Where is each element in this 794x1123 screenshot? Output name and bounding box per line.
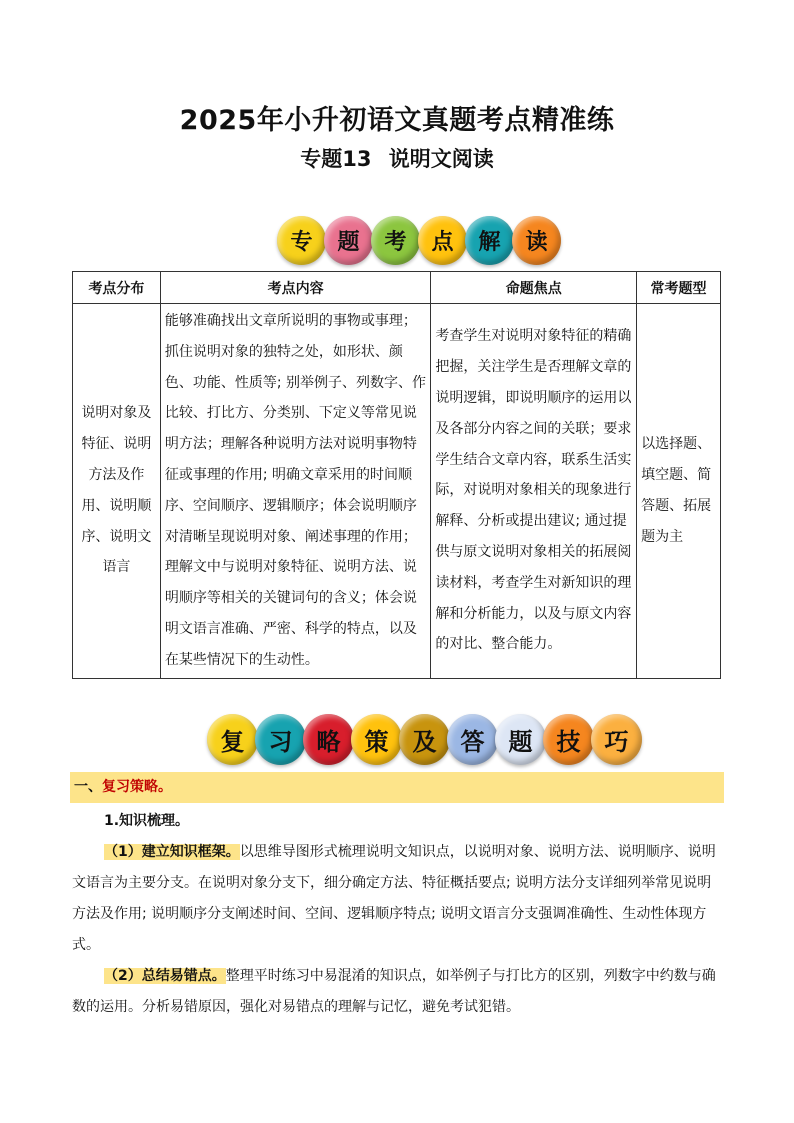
item1-label: （1）建立知识框架。	[104, 844, 240, 860]
knowledge-heading: 1.知识梳理。	[104, 813, 190, 829]
subsection-heading	[104, 806, 754, 837]
column-header-focus: 命题焦点	[431, 272, 637, 304]
banner-ball: 技	[543, 714, 594, 765]
banner-ball: 点	[418, 216, 467, 265]
banner-ball: 考	[371, 216, 420, 265]
document-subtitle: 专题13 说明文阅读	[300, 147, 494, 171]
banner-ball: 复	[207, 714, 258, 765]
section-label: 复习策略。	[102, 779, 172, 795]
banner-ball: 策	[351, 714, 402, 765]
paragraph-mistakes	[72, 961, 722, 1023]
column-header-distribution: 考点分布	[73, 272, 161, 304]
banner-review-strategy	[207, 714, 639, 765]
item2-text: 整理平时练习中易混淆的知识点，如举例子与打比方的区别，列数字中约数与确数的运用。分析易错原因，强化对易错点的理解与记忆，避免考试犯错。	[72, 968, 716, 1015]
banner-ball: 巧	[591, 714, 642, 765]
cell-focus: 考查学生对说明对象特征的精确把握，关注学生是否理解文章的说明逻辑，即说明顺序的运用以及各部分内容之间的关联；要求学生结合文章内容，联系生活实际，对说明对象相关的现象进行解释、分析或提出建议; 通过提供与原文说明对象相关的拓展阅读材料，考查学生对新知识的理解和分析能力，以及与原文内容的对比、整合能力。	[431, 304, 637, 679]
section-heading	[70, 772, 724, 803]
column-header-types: 常考题型	[637, 272, 721, 304]
item2-label: （2）总结易错点。	[104, 968, 226, 984]
exam-points-table	[72, 271, 721, 679]
banner-topic-analysis	[277, 216, 559, 265]
banner-ball: 题	[324, 216, 373, 265]
cell-types: 以选择题、填空题、简答题、拓展题为主	[637, 304, 721, 679]
item1-text: 以思维导图形式梳理说明文知识点，以说明对象、说明方法、说明顺序、说明文语言为主要分支。在说明对象分支下，细分确定方法、特征概括要点; 说明方法分支详细列举常见说明方法及作用; 说明顺序分支阐述时间、空间、逻辑顺序特点; 说明文语言分支强调准确性、生动性体现方式。	[72, 844, 716, 953]
table-row	[73, 304, 721, 679]
table-header-row	[73, 272, 721, 304]
banner-ball: 略	[303, 714, 354, 765]
document-title: 2025年小升初语文真题考点精准练	[179, 105, 615, 136]
section-prefix: 一、	[74, 779, 102, 795]
cell-distribution: 说明对象及特征、说明方法及作用、说明顺序、说明文语言	[73, 304, 161, 679]
banner-ball: 及	[399, 714, 450, 765]
banner-ball: 专	[277, 216, 326, 265]
banner-ball: 答	[447, 714, 498, 765]
paragraph-framework	[72, 837, 722, 961]
cell-content: 能够准确找出文章所说明的事物或事理；抓住说明对象的独特之处，如形状、颜色、功能、性质等; 别举例子、列数字、作比较、打比方、分类别、下定义等常见说明方法；理解各种说明方法对说明事物特征或事理的作用; 明确文章采用的时间顺序、空间顺序、逻辑顺序；体会说明顺序对清晰呈现说明对象、阐述事理的作用；理解文中与说明对象特征、说明方法、说明顺序等相关的关键词句的含义；体会说明文语言准确、严密、科学的特点，以及在某些情况下的生动性。	[160, 304, 431, 679]
banner-ball: 题	[495, 714, 546, 765]
banner-ball: 解	[465, 216, 514, 265]
banner-ball: 读	[512, 216, 561, 265]
column-header-content: 考点内容	[160, 272, 431, 304]
banner-ball: 习	[255, 714, 306, 765]
